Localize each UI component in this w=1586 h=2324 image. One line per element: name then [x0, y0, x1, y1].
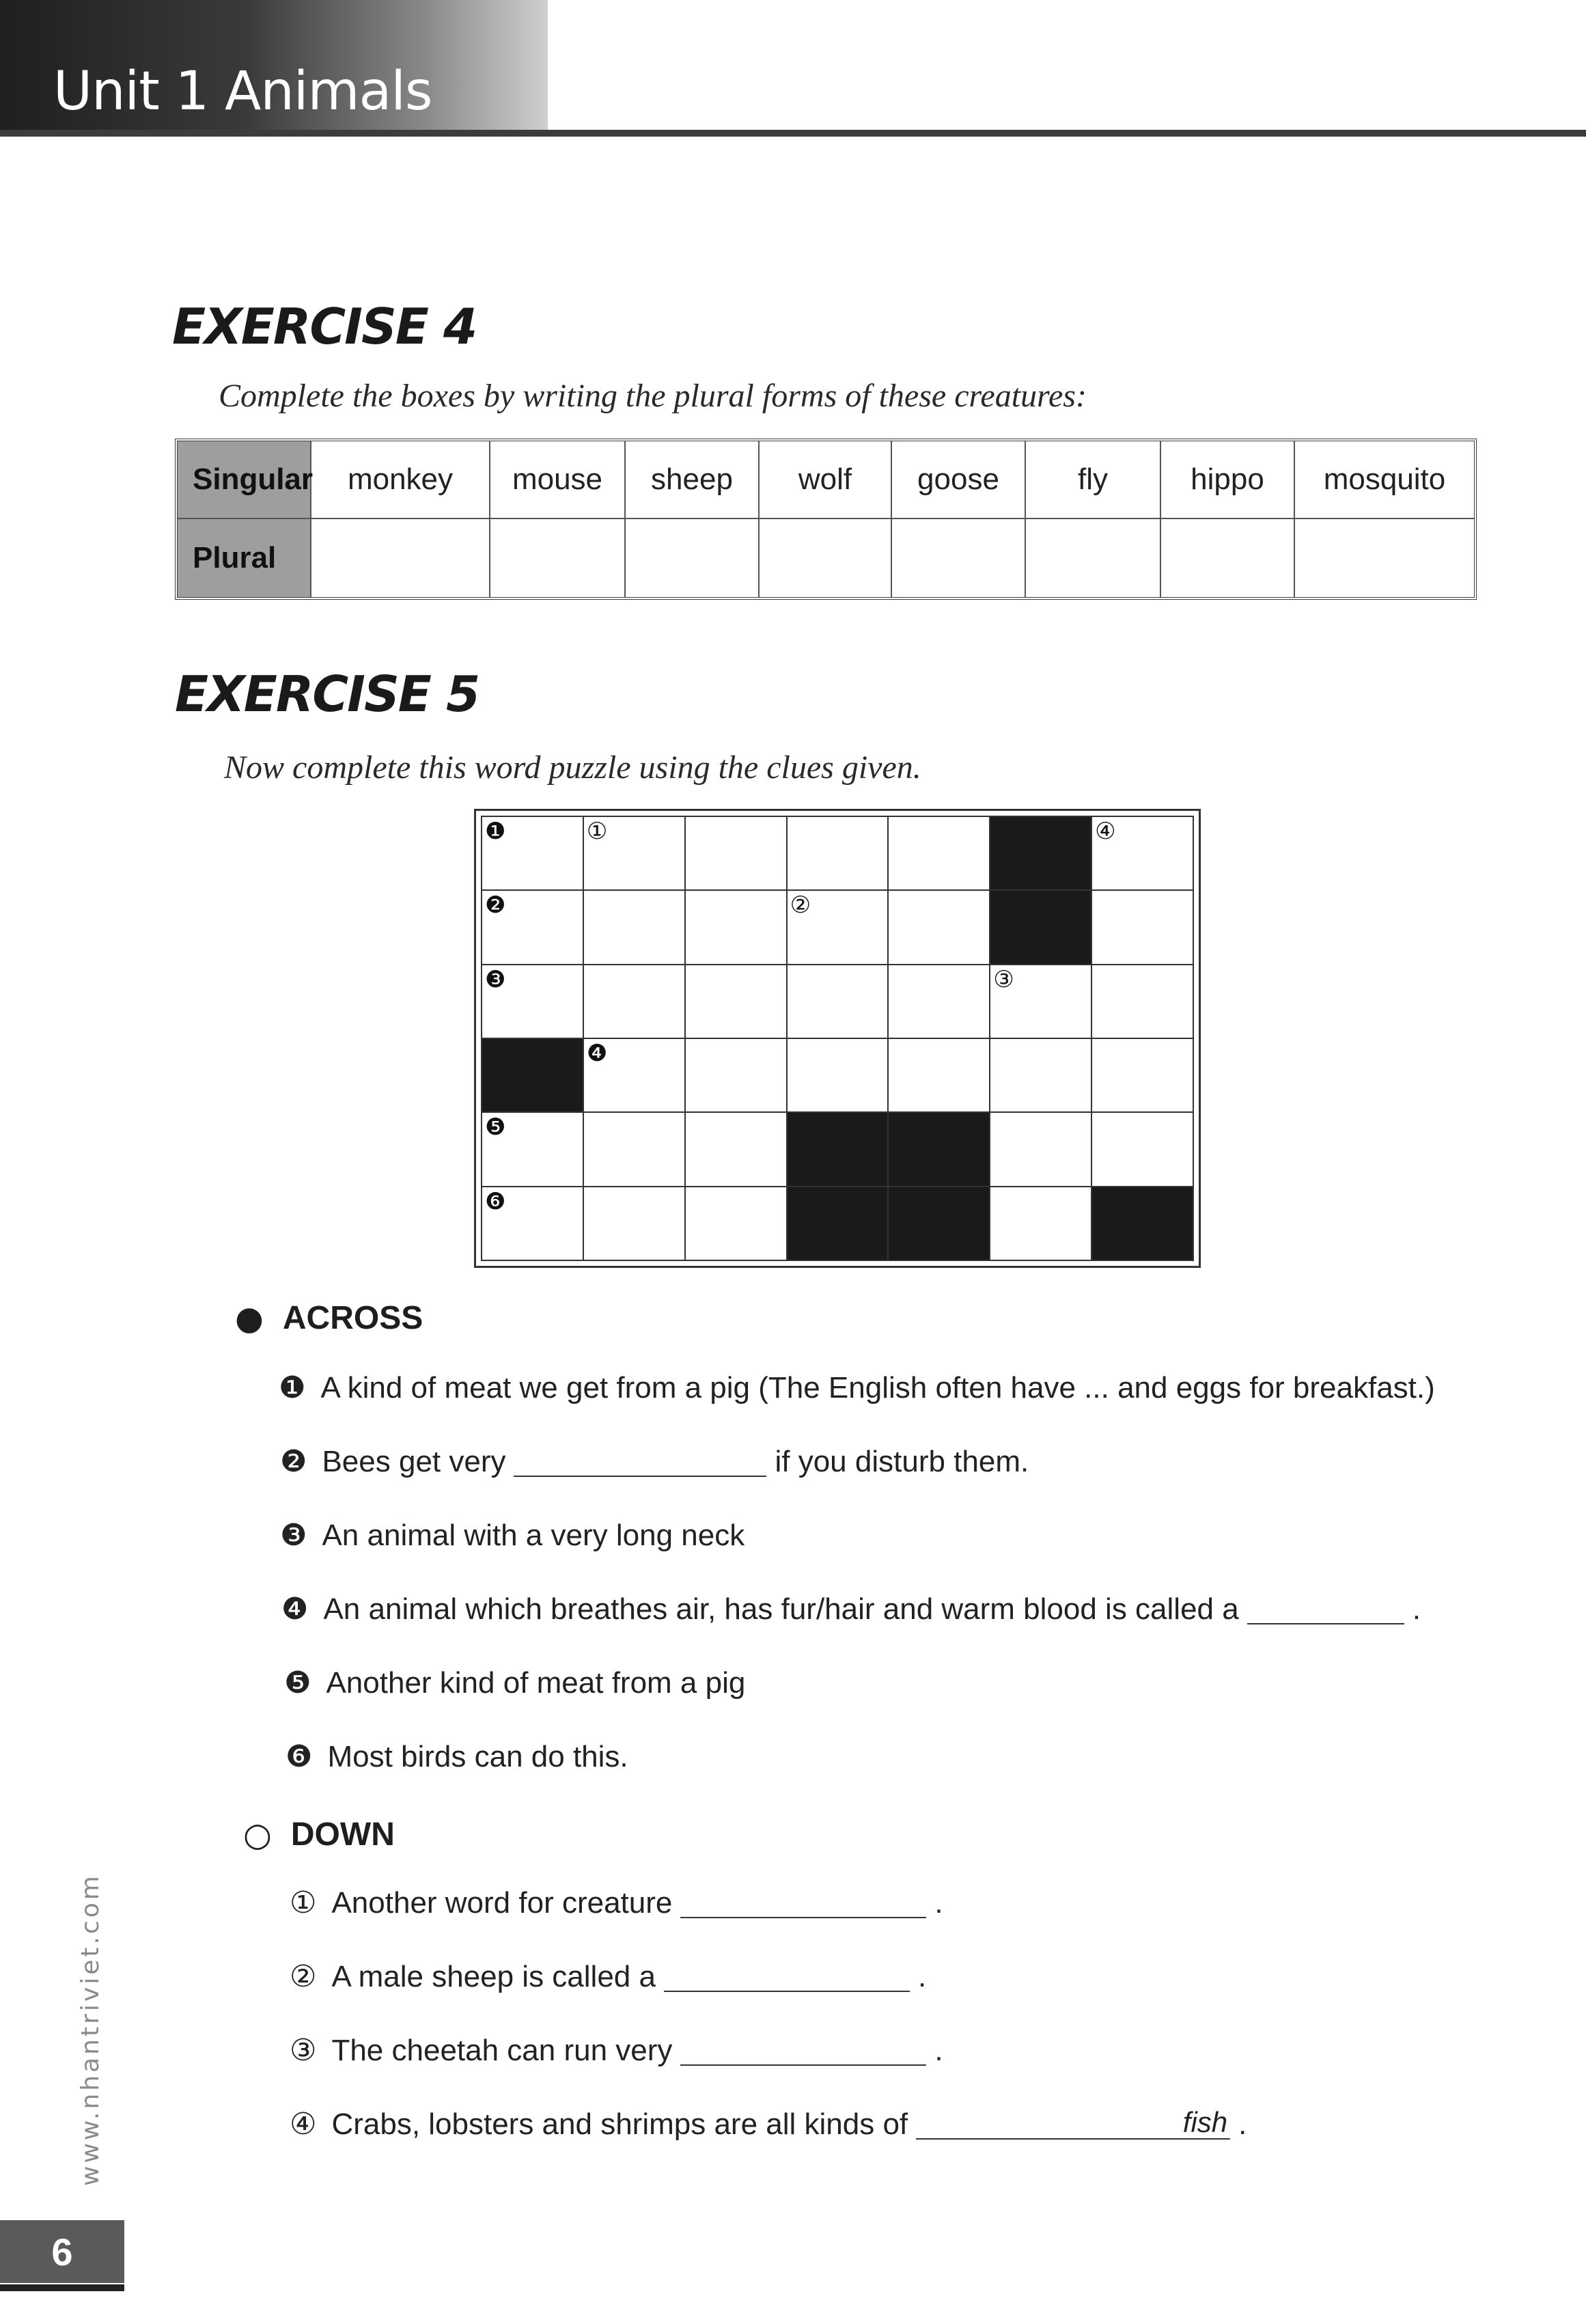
empty-circle-icon: ○	[243, 1816, 272, 1854]
crossword-clue-number: ❶	[485, 818, 506, 845]
down-heading	[243, 1816, 395, 1854]
crossword-cell[interactable]	[889, 891, 990, 965]
side-watermark-url: www.nhantriviet.com	[76, 1873, 105, 2186]
plural-answer-cell[interactable]	[760, 519, 892, 597]
crossword-cell[interactable]	[990, 965, 1092, 1039]
answer-blank[interactable]	[1247, 1596, 1404, 1624]
answer-blank[interactable]	[514, 1448, 766, 1477]
clue-text: Most birds can do this.	[327, 1740, 628, 1773]
crossword-clue-number: ❻	[485, 1187, 506, 1215]
clue-number: ④	[290, 2107, 317, 2142]
clue-text: Crabs, lobsters and shrimps are all kinds of	[331, 2107, 908, 2141]
crossword-cell[interactable]	[1092, 891, 1194, 965]
unit-title: Unit 1 Animals	[53, 61, 432, 122]
crossword-clue-number: ❷	[485, 891, 506, 919]
filled-circle-icon: ●	[235, 1299, 264, 1338]
clue-text: An animal with a very long neck	[322, 1519, 745, 1552]
crossword-cell-blocked	[990, 817, 1092, 891]
crossword-cell[interactable]	[584, 817, 686, 891]
answer-blank[interactable]	[664, 1963, 910, 1992]
answer-blank[interactable]	[916, 2106, 1230, 2140]
crossword-cell[interactable]	[1092, 1113, 1194, 1187]
row-header-singular: Singular	[178, 441, 311, 519]
clue-number: ①	[290, 1885, 317, 1920]
row-header-plural: Plural	[178, 519, 311, 597]
crossword-cell[interactable]	[482, 1187, 584, 1261]
crossword-cell[interactable]	[889, 817, 990, 891]
crossword-cell-blocked	[889, 1113, 990, 1187]
exercise-4-instruction: Complete the boxes by writing the plural forms of these creatures:	[219, 378, 1087, 414]
clue-text: The cheetah can run very	[331, 2034, 673, 2067]
exercise-5-title: EXERCISE 5	[175, 665, 479, 723]
across-clue-5	[284, 1665, 746, 1700]
crossword-cell[interactable]	[584, 1187, 686, 1261]
down-label: DOWN	[290, 1816, 395, 1853]
crossword-cell[interactable]	[584, 891, 686, 965]
crossword-cell[interactable]	[990, 1039, 1092, 1113]
crossword-cell[interactable]	[788, 891, 889, 965]
clue-text: .	[1238, 2107, 1247, 2141]
crossword-cell[interactable]	[990, 1113, 1092, 1187]
crossword-clue-number: ④	[1095, 818, 1116, 845]
clue-text: Bees get very	[322, 1445, 506, 1478]
crossword-cell[interactable]	[482, 891, 584, 965]
crossword-cell-blocked	[889, 1187, 990, 1261]
plural-answer-cell[interactable]	[1295, 519, 1474, 597]
crossword-clue-number: ❸	[485, 965, 506, 993]
clue-text: Another kind of meat from a pig	[326, 1666, 746, 1700]
crossword-cell[interactable]	[584, 1039, 686, 1113]
plural-answer-cell[interactable]	[626, 519, 760, 597]
plural-answer-cell[interactable]	[1026, 519, 1161, 597]
across-heading	[235, 1299, 423, 1338]
clue-number: ③	[290, 2033, 317, 2068]
crossword-cell[interactable]	[482, 965, 584, 1039]
crossword-cell[interactable]	[889, 1039, 990, 1113]
plural-answer-cell[interactable]	[311, 519, 490, 597]
crossword-grid	[481, 816, 1194, 1261]
crossword-clue-number: ❹	[586, 1040, 608, 1067]
crossword-cell[interactable]	[482, 817, 584, 891]
clue-text: .	[934, 2034, 943, 2067]
crossword-cell-blocked	[482, 1039, 584, 1113]
across-clue-6	[286, 1739, 628, 1774]
exercise-5-instruction: Now complete this word puzzle using the clues given.	[224, 749, 921, 786]
crossword-clue-number: ①	[586, 818, 608, 845]
crossword-cell[interactable]	[1092, 817, 1194, 891]
crossword-cell-blocked	[788, 1187, 889, 1261]
clue-text: .	[1412, 1592, 1421, 1626]
down-clue-1	[290, 1885, 943, 1920]
crossword-cell[interactable]	[889, 965, 990, 1039]
clue-number: ②	[290, 1959, 317, 1994]
page-number-rule	[0, 2284, 124, 2291]
singular-cell: monkey	[311, 441, 490, 519]
page-number: 6	[0, 2220, 124, 2283]
plural-table	[175, 439, 1477, 600]
crossword-cell[interactable]	[482, 1113, 584, 1187]
crossword-cell[interactable]	[788, 1039, 889, 1113]
clue-number: ❻	[286, 1739, 313, 1774]
clue-text: A male sheep is called a	[331, 1960, 656, 1993]
singular-cell: goose	[892, 441, 1026, 519]
down-clue-2	[290, 1959, 927, 1994]
singular-cell: sheep	[626, 441, 760, 519]
crossword-cell-blocked	[990, 891, 1092, 965]
exercise-4-title: EXERCISE 4	[172, 298, 477, 355]
across-clue-2	[280, 1444, 1029, 1479]
across-clue-4	[281, 1592, 1421, 1627]
clue-text: Another word for creature	[331, 1886, 673, 1920]
crossword-cell[interactable]	[990, 1187, 1092, 1261]
plural-answer-cell[interactable]	[892, 519, 1026, 597]
crossword-puzzle	[474, 809, 1201, 1268]
crossword-cell[interactable]	[686, 1039, 788, 1113]
down-clue-4	[290, 2106, 1247, 2142]
crossword-cell[interactable]	[686, 891, 788, 965]
answer-blank[interactable]	[680, 1890, 926, 1918]
singular-cell: fly	[1026, 441, 1161, 519]
crossword-clue-number: ③	[993, 965, 1014, 993]
answer-blank[interactable]	[680, 2037, 926, 2066]
clue-number: ❺	[284, 1665, 311, 1700]
crossword-cell[interactable]	[686, 1113, 788, 1187]
crossword-cell[interactable]	[584, 1113, 686, 1187]
across-label: ACROSS	[282, 1300, 423, 1336]
crossword-cell[interactable]	[686, 1187, 788, 1261]
across-clue-3	[280, 1518, 745, 1553]
crossword-clue-number: ②	[790, 891, 811, 919]
crossword-cell[interactable]	[1092, 965, 1194, 1039]
crossword-cell[interactable]	[1092, 1039, 1194, 1113]
singular-cell: hippo	[1161, 441, 1295, 519]
crossword-cell[interactable]	[584, 965, 686, 1039]
header-rule	[0, 130, 1586, 137]
clue-number: ❶	[279, 1370, 306, 1405]
singular-cell: mosquito	[1295, 441, 1474, 519]
singular-cell: wolf	[760, 441, 892, 519]
crossword-clue-number: ❺	[485, 1113, 506, 1142]
clue-text: An animal which breathes air, has fur/hair and warm blood is called a	[323, 1592, 1239, 1626]
clue-text: A kind of meat we get from a pig (The English often have ... and eggs for breakfast.)	[320, 1371, 1435, 1405]
crossword-cell[interactable]	[788, 965, 889, 1039]
clue-number: ❷	[280, 1444, 307, 1479]
clue-text: .	[917, 1960, 927, 1993]
crossword-cell-blocked	[788, 1113, 889, 1187]
answer-hint: fish	[1182, 2106, 1228, 2138]
down-clue-3	[290, 2033, 943, 2068]
plural-answer-cell[interactable]	[1161, 519, 1295, 597]
singular-cell: mouse	[490, 441, 626, 519]
clue-number: ❹	[281, 1592, 309, 1627]
clue-number: ❸	[280, 1518, 307, 1553]
plural-answer-cell[interactable]	[490, 519, 626, 597]
crossword-cell[interactable]	[788, 817, 889, 891]
crossword-cell[interactable]	[686, 817, 788, 891]
crossword-cell[interactable]	[686, 965, 788, 1039]
clue-text: if you disturb them.	[775, 1445, 1029, 1478]
crossword-cell-blocked	[1092, 1187, 1194, 1261]
across-clue-1	[279, 1370, 1435, 1405]
clue-text: .	[934, 1886, 943, 1920]
